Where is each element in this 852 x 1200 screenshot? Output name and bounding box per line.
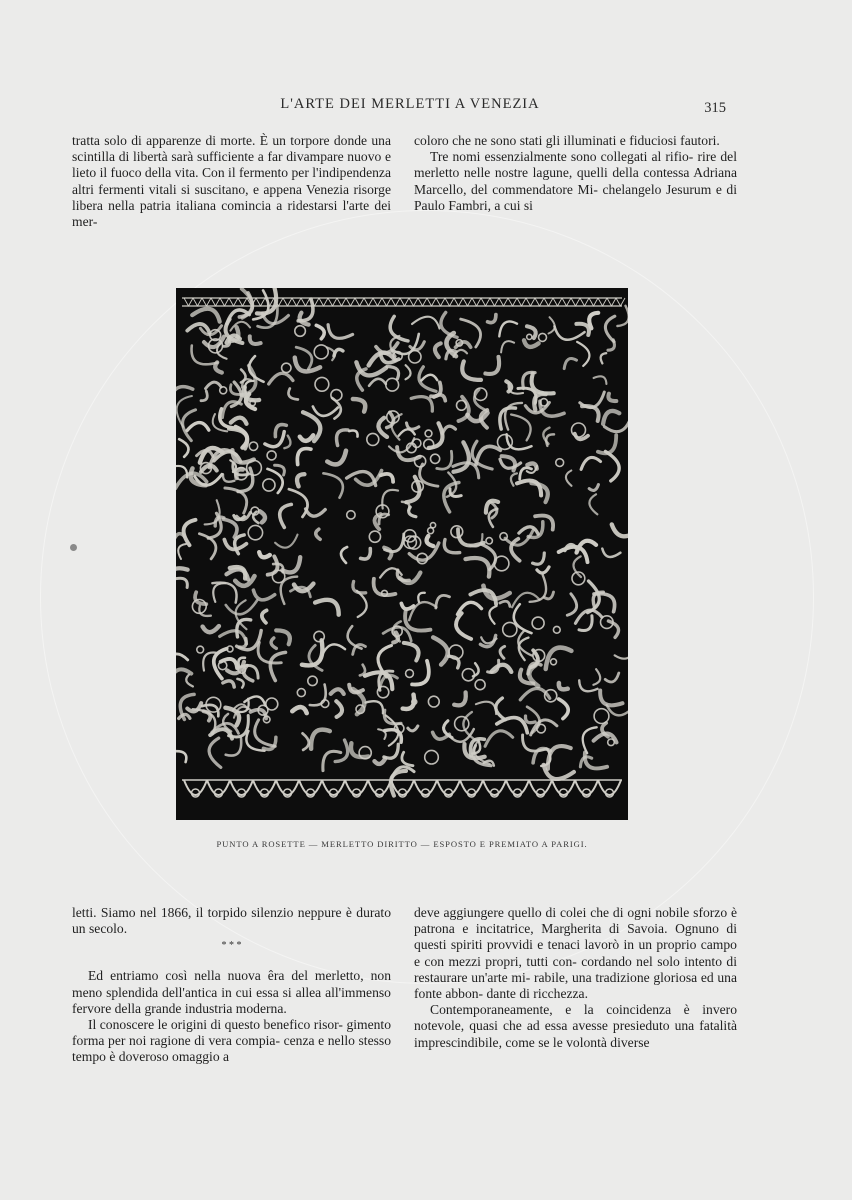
margin-spot xyxy=(70,544,77,551)
text-line: sforzo è patrona e incitatrice, Margherita di Savoia. xyxy=(414,905,737,937)
text-line: il fermento per l'indipendenza altri fermenti vitali xyxy=(72,165,391,197)
paragraph xyxy=(72,133,391,230)
text-line: notevole, quasi che ad essa avesse presieduto una xyxy=(414,1018,695,1034)
paragraph xyxy=(72,905,391,937)
page-number: 315 xyxy=(704,100,726,116)
text-line: chelangelo Jesurum e di Paulo Fambri, a cui si xyxy=(414,181,737,213)
text-line: Contemporaneamente, e la coincidenza è invero xyxy=(430,1002,737,1018)
figure-caption: PUNTO A ROSETTE — MERLETTO DIRITTO — ESPOSTO E PREMIATO A PARIGI. xyxy=(216,839,588,849)
text-line: all'immenso fervore della grande industria moderna. xyxy=(72,984,391,1016)
running-title: L'ARTE DEI MERLETTI A VENEZIA xyxy=(280,96,540,112)
text-line: donde una scintilla di libertà sarà sufficiente a far xyxy=(72,133,391,165)
column-bottom-right xyxy=(414,905,737,1051)
paragraph xyxy=(72,968,391,1017)
text-line: cordando nel solo intento di restaurare un'arte mi- xyxy=(414,953,737,985)
text-line: cenza e nello stesso tempo è doveroso omaggio a xyxy=(72,1033,391,1065)
text-line: rire del merletto nelle nostre lagune, quelli della xyxy=(414,149,737,181)
paragraph xyxy=(72,1017,391,1066)
text-line: fautori. xyxy=(680,133,720,148)
text-line: Il conoscere le origini di questo benefico risor- xyxy=(88,1017,343,1033)
paragraph xyxy=(414,149,737,214)
lace-scalloped-edge xyxy=(182,780,622,797)
lace-mesh xyxy=(176,288,628,796)
paragraph xyxy=(414,1002,737,1051)
section-asterism xyxy=(72,942,391,962)
text-line: divampare nuovo e lieto il fuoco della vita. Con xyxy=(72,149,391,181)
text-line: Tre nomi essenzialmente sono collegati al rifio- xyxy=(430,149,694,165)
text-line: rabile, una tradizione gloriosa ed una fonte abbon- xyxy=(414,969,737,1002)
text-line: letti. Siamo nel 1866, il torpido silenzio neppure è xyxy=(72,905,352,920)
text-line: Ognuno di questi spiriti provvidi e tenaci lavorò xyxy=(414,921,738,953)
text-line: non meno splendida dell'antica in cui essa si allea xyxy=(72,968,391,1000)
column-bottom-left xyxy=(72,905,391,1066)
text-line: fatalità imprescindibile, come se le volontà diverse xyxy=(414,1018,738,1050)
text-line: durato un secolo. xyxy=(72,905,391,937)
paragraph xyxy=(414,905,737,1002)
text-line: si suscitano, e appena Venezia risorge libera nella xyxy=(72,181,391,213)
column-top-right xyxy=(414,133,737,214)
asterism-glyph: * * * xyxy=(221,940,242,952)
text-line: Ed entriamo così nella nuova êra del merletto, xyxy=(88,968,364,984)
text-line: patria italiana comincia a ridestarsi l'arte dei mer- xyxy=(72,197,392,230)
lace-pattern-image xyxy=(176,288,628,820)
text-line: contessa Adriana Marcello, del commendatore Mi- xyxy=(414,165,738,197)
text-line: tratta solo di apparenze di morte. È un torpore xyxy=(72,133,330,148)
column-top-left xyxy=(72,133,391,230)
lace-top-border xyxy=(182,298,625,306)
text-line: dante di ricchezza. xyxy=(486,986,588,1002)
paragraph xyxy=(414,133,737,149)
text-line: gimento forma per noi ragione di vera compia- xyxy=(72,1017,391,1049)
text-line: deve aggiungere quello di colei che di ogni nobile xyxy=(414,905,690,920)
text-line: in un proprio campo e con mezzi propri, tutti con- xyxy=(414,937,737,969)
text-line: coloro che ne sono stati gli illuminati e fiduciosi xyxy=(414,133,677,148)
lace-photograph xyxy=(176,288,628,820)
